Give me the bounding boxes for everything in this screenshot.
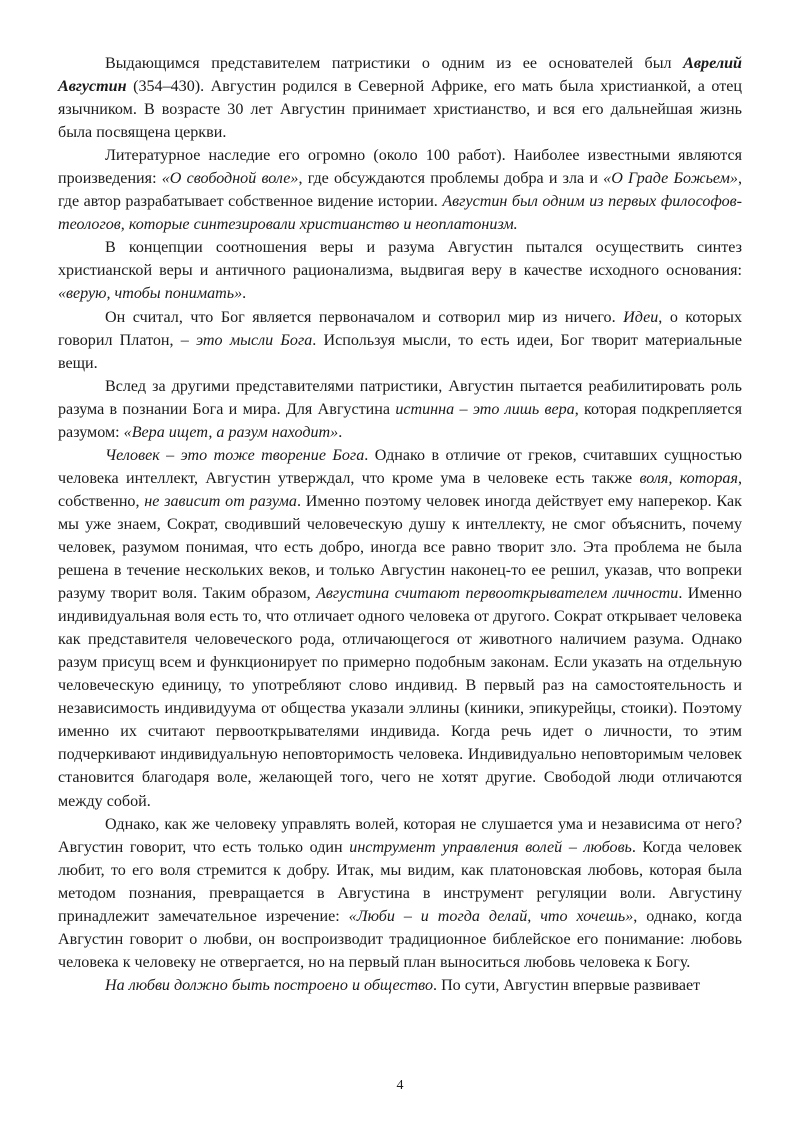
- italic-run: инструмент управления волей – любовь: [349, 838, 632, 856]
- paragraph-5: [58, 375, 742, 444]
- text-run: , однако, когда Августин говорит о любви, он воспроизводит традиционное библейское его понимание: любовь человека к человеку не отвергается, но на первый план выноситься любовь человека к Богу.: [58, 907, 742, 971]
- paragraph-7: [58, 813, 742, 974]
- italic-run: «верую, чтобы понимать»: [58, 285, 243, 303]
- italic-run: «Вера ищет, а разум находит»: [123, 423, 339, 441]
- italic-run: истинна – это лишь вера: [395, 400, 575, 418]
- paragraph-8: [58, 974, 742, 997]
- emphasis-text: Аврелий Августин: [58, 55, 742, 96]
- paragraph-1: [58, 52, 742, 144]
- text-run: . По сути, Августин впервые развивает: [433, 976, 701, 994]
- italic-run: это мысли Бога: [196, 331, 313, 349]
- text-run: , где автор разрабатывает собственное видение истории.: [58, 170, 742, 211]
- paragraph-2: [58, 144, 742, 236]
- text-run: . Когда человек любит, то его воля стремится к добру. Итак, мы видим, как платоновская любовь, которая была методом познания, превращается в Августина в инструмент регуляции воли. Августину принадлежит замечательное изречение:: [58, 838, 742, 925]
- italic-run: Человек – это тоже творение Бога: [105, 446, 365, 464]
- text-run: . Именно индивидуальная воля есть то, что отличает одного человека от другого. Сократ открывает человека как представителя человеческого рода, отличающегося от животного наличием разума. Однако разум присущ всем и функционирует по примерно подобным законам. Если указать на отдельную человеческую единицу, то употребляют слово индивид. В первый раз на самостоятельность и независимость индивидуума от общества указали эллины (киники, эпикурейцы, стоики). Поэтому именно их считают первооткрывателями индивида. Когда речь идет о личности, то этим подчеркивают индивидуальную неповторимость человека. Индивидуально неповторимым человек становится благодаря воле, желающей того, чего не хотят другие. Свободой люди отличаются между собой.: [58, 585, 742, 810]
- italic-run: «О свободной воле»: [161, 170, 299, 188]
- italic-run: На любви должно быть построено и общество: [105, 976, 434, 994]
- text-run: . Именно поэтому человек иногда действует ему наперекор. Как мы уже знаем, Сократ, сводивший человеческую душу к интеллекту, не смог объяснить, почему человек, разумом понимая, что есть добро, иногда все равно творит зло. Эта проблема не была решена в течение нескольких веков, и только Августин наконец-то ее решил, указав, что вопреки разуму творит воля. Таким образом,: [58, 492, 742, 603]
- italic-run: Идеи: [623, 308, 659, 326]
- text-run: . Используя мысли, то есть идеи, Бог творит материальные вещи.: [58, 331, 742, 372]
- text-run: , собственно,: [58, 469, 742, 510]
- italic-run: «Люби – и тогда делай, что хочешь»: [348, 907, 634, 925]
- italic-run: Августина считают первооткрывателем личности: [316, 585, 679, 603]
- text-run: , о которых говорил Платон, –: [58, 308, 743, 349]
- text-run: Однако, как же человеку управлять волей, которая не слушается ума и независима от него? Августин говорит, что есть только один: [58, 815, 742, 856]
- text-run: . Однако в отличие от греков, считавших сущностью человека интеллект, Августин утверждал, что кроме ума в человеке есть также: [58, 446, 742, 487]
- italic-run: не зависит от разума: [144, 492, 297, 510]
- paragraph-3: [58, 236, 742, 305]
- text-run: , которая подкрепляется разумом:: [58, 400, 743, 441]
- text-run: , где обсуждаются проблемы добра и зла и: [298, 170, 604, 188]
- text-run: Литературное наследие его огромно (около 100 работ). Наиболее известными являются произведения:: [58, 147, 742, 188]
- paragraph-6: [58, 444, 742, 813]
- text-run: Выдающимся представителем патристики о одним из ее основателей был: [105, 55, 684, 72]
- italic-run: Августин был одним из первых философов-теологов, которые синтезировали христианство и неоплатонизм.: [58, 193, 742, 234]
- text-run: (354–430). Августин родился в Северной Африке, его мать была христианкой, а отец язычником. В возрасте 30 лет Августин принимает христианство, и вся его дальнейшая жизнь была посвящена церкви.: [58, 78, 742, 142]
- paragraph-4: [58, 306, 742, 375]
- document-page: [58, 52, 742, 997]
- page-number: 4: [396, 1078, 404, 1093]
- italic-run: «О Граде Божьем»: [603, 170, 738, 188]
- text-run: .: [338, 423, 343, 441]
- text-run: Вслед за другими представителями патристики, Августин пытается реабилитировать роль разума в познании Бога и мира. Для Августина: [58, 377, 742, 418]
- text-run: .: [242, 285, 247, 303]
- text-run: В концепции соотношения веры и разума Августин пытался осуществить синтез христианской веры и античного рационализма, выдвигая веру в качестве исходного основания:: [58, 239, 742, 280]
- italic-run: воля, которая: [639, 469, 738, 487]
- text-run: Он считал, что Бог является первоначалом и сотворил мир из ничего.: [105, 308, 624, 326]
